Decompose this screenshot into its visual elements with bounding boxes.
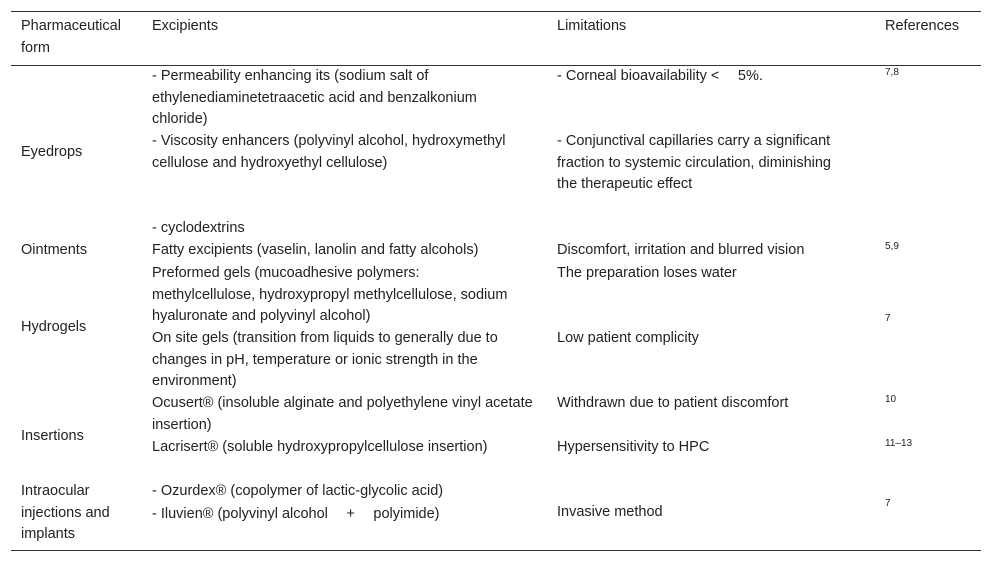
row-eyedrops-excipient-2: - Viscosity enhancers (polyvinyl alcohol, hydroxymethyl cellulose and hydroxyethyl cellulose) — [152, 133, 506, 171]
row-insertions-limitation-1: Withdrawn due to patient discomfort — [557, 395, 789, 411]
row-ointments-form: Ointments — [21, 242, 88, 258]
row-ointments-limitation: Discomfort, irritation and blurred vision — [557, 242, 805, 258]
row-hydrogels-limitation-2: Low patient complicity — [557, 330, 699, 346]
row-hydrogels-excipient-1: Preformed gels (mucoadhesive polymers: methylcellulose, hydroxypropyl methylcellulose, sodium hyaluronate and polyvinyl alcohol) — [152, 265, 508, 324]
table-bottom-rule — [11, 550, 981, 551]
row-eyedrops-excipient-3: - cyclodextrins — [152, 220, 245, 236]
header-references: References — [885, 18, 960, 34]
row-eyedrops-excipient-1: - Permeability enhancing its (sodium salt of ethylenediaminetetraacetic acid and benzalkonium chloride) — [152, 68, 477, 127]
row-intraocular-excipient-2: - Iluvien® (polyvinyl alcohol + polyimide) — [152, 506, 440, 522]
row-hydrogels-form: Hydrogels — [21, 319, 87, 335]
row-eyedrops-reference: 7,8 — [885, 67, 899, 78]
header-form: Pharmaceutical form — [21, 18, 121, 56]
row-hydrogels-excipient-2: On site gels (transition from liquids to generally due to changes in pH, temperature or ionic strength in the environment) — [152, 330, 498, 389]
header-excipients: Excipients — [152, 18, 219, 34]
row-intraocular-form: Intraocular injections and implants — [21, 483, 110, 542]
row-intraocular-limitation: Invasive method — [557, 504, 663, 520]
row-eyedrops-form: Eyedrops — [21, 144, 83, 160]
row-insertions-limitation-2: Hypersensitivity to HPC — [557, 439, 710, 455]
row-insertions-excipient-2: Lacrisert® (soluble hydroxypropylcellulose insertion) — [152, 439, 488, 455]
row-insertions-reference-1: 10 — [885, 394, 897, 405]
row-insertions-excipient-1: Ocusert® (insoluble alginate and polyethylene vinyl acetate insertion) — [152, 395, 533, 433]
row-ointments-reference: 5,9 — [885, 241, 899, 252]
row-insertions-reference-2: 11–13 — [885, 438, 913, 449]
row-hydrogels-limitation-1: The preparation loses water — [557, 265, 737, 281]
row-intraocular-reference: 7 — [885, 498, 891, 509]
table-top-rule — [11, 11, 981, 12]
row-insertions-form: Insertions — [21, 428, 84, 444]
row-hydrogels-reference: 7 — [885, 313, 891, 324]
header-limitations: Limitations — [557, 18, 627, 34]
row-eyedrops-limitation-2: - Conjunctival capillaries carry a significant fraction to systemic circulation, diminishing the therapeutic effect — [557, 133, 831, 192]
row-intraocular-excipient-1: - Ozurdex® (copolymer of lactic-glycolic acid) — [152, 483, 444, 499]
row-ointments-excipient: Fatty excipients (vaselin, lanolin and fatty alcohols) — [152, 242, 479, 258]
row-eyedrops-limitation-1: - Corneal bioavailability < 5%. — [557, 68, 763, 84]
